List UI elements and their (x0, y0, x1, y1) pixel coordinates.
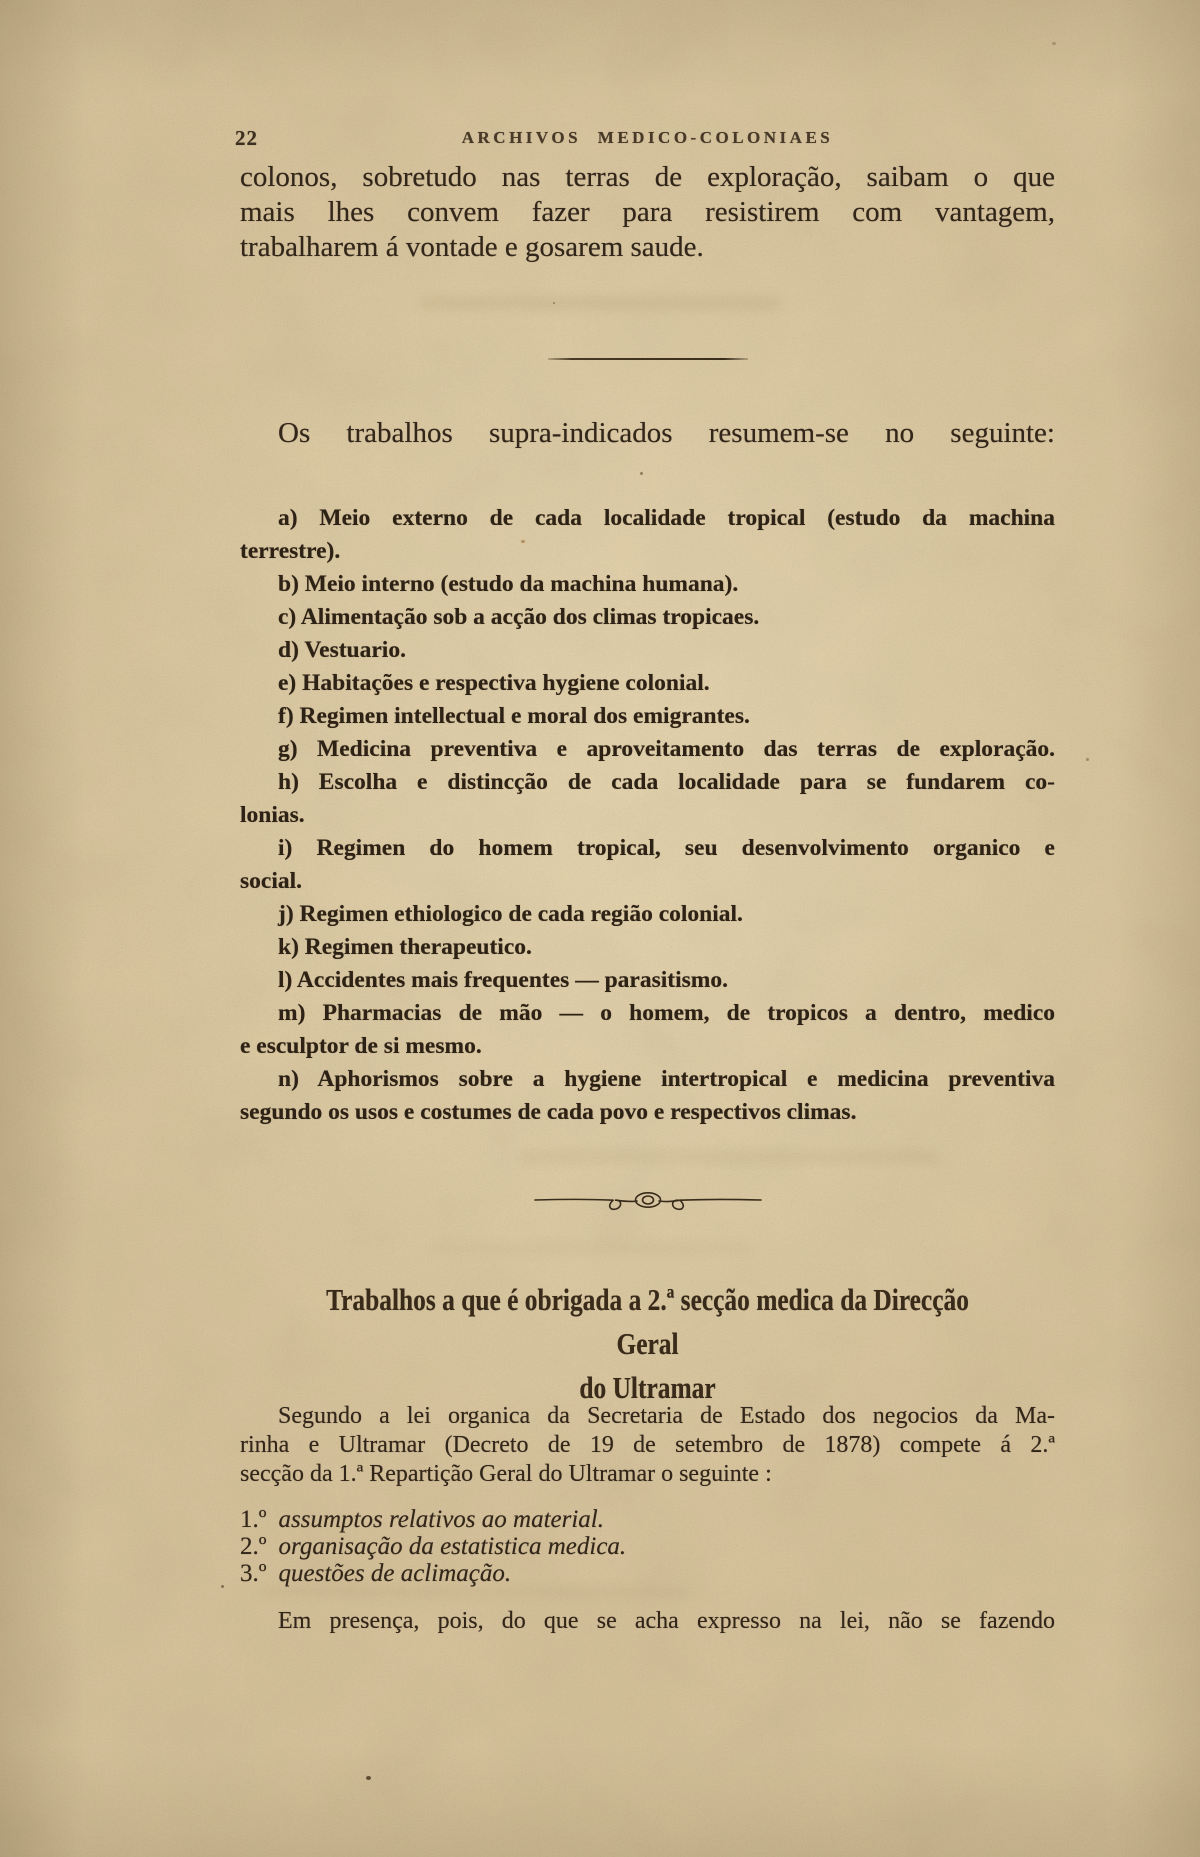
list-item-line: a) Meio externo de cada localidade tropical (estudo da machina (278, 505, 1055, 531)
flourish-ornament-icon (533, 1186, 763, 1216)
section-rule (240, 358, 1055, 360)
ghost-mark (420, 296, 780, 310)
heading-line: do Ultramar (579, 1370, 716, 1405)
list-item (240, 568, 1055, 601)
law-item-text: questões de aclimação. (278, 1560, 512, 1587)
paragraph-line: Os trabalhos supra-indicados resumem-se no seguinte: (278, 417, 1055, 449)
closing-paragraph (240, 1608, 1055, 1635)
list-item (240, 1063, 1055, 1129)
list-item (240, 832, 1055, 898)
running-title: ARCHIVOS MEDICO-COLONIAES (461, 128, 834, 147)
law-item (240, 1533, 1055, 1560)
running-header (235, 124, 1055, 154)
flourish-divider (240, 1186, 1055, 1221)
list-item (240, 634, 1055, 667)
law-item (240, 1506, 1055, 1533)
page-number: 22 (235, 126, 258, 150)
section-heading (240, 1278, 1055, 1410)
paragraph-line: mais lhes convem fazer para resistirem com vantagem, (240, 196, 1055, 228)
list-item-line: l) Accidentes mais frequentes — parasitismo. (278, 967, 728, 993)
ink-speck (1086, 758, 1089, 761)
list-item-line: b) Meio interno (estudo da machina humana). (278, 571, 739, 597)
list-item-line: j) Regimen ethiologico de cada região colonial. (278, 901, 743, 927)
law-list (240, 1506, 1055, 1587)
list-item-line: social. (240, 868, 303, 894)
list-item-line: g) Medicina preventiva e aproveitamento das terras de exploração. (278, 736, 1055, 762)
heading-line: Trabalhos a que é obrigada a 2.ª secção medica da Direcção Geral (326, 1282, 969, 1361)
list-item (240, 964, 1055, 997)
works-list (240, 502, 1055, 1129)
list-item (240, 601, 1055, 634)
list-item-line: i) Regimen do homem tropical, seu desenvolvimento organico e (278, 835, 1055, 861)
list-item-line: f) Regimen intellectual e moral dos emigrantes. (278, 703, 750, 729)
ink-speck (1052, 42, 1056, 45)
list-item-line: terrestre). (240, 538, 341, 564)
intro-paragraph (240, 160, 1055, 265)
paragraph-line: rinha e Ultramar (Decreto de 19 de setembro de 1878) compete á 2.ª (240, 1432, 1055, 1458)
summary-line (240, 417, 1055, 450)
law-item-text: assumptos relativos ao material. (278, 1506, 604, 1533)
list-item-line: segundo os usos e costumes de cada povo e respectivos climas. (240, 1099, 857, 1125)
section-paragraph (240, 1402, 1055, 1489)
law-item-number: 2.º (240, 1533, 267, 1560)
list-item-line: h) Escolha e distincção de cada localidade para se fundarem co- (278, 769, 1055, 795)
list-item-line: n) Aphorismos sobre a hygiene intertropical e medicina preventiva (278, 1066, 1055, 1092)
ink-speck (366, 1776, 371, 1780)
list-item-line: m) Pharmacias de mão — o homem, de tropicos a dentro, medico (278, 1000, 1055, 1026)
list-item (240, 667, 1055, 700)
list-item-line: e) Habitações e respectiva hygiene colonial. (278, 670, 710, 696)
paragraph-line: Em presença, pois, do que se acha expresso na lei, não se fazendo (278, 1608, 1055, 1634)
list-item (240, 766, 1055, 832)
ink-speck (221, 1585, 224, 1588)
list-item-line: e esculptor de si mesmo. (240, 1033, 482, 1059)
list-item (240, 898, 1055, 931)
paragraph-line: Segundo a lei organica da Secretaria de Estado dos negocios da Ma- (278, 1403, 1055, 1429)
law-item-number: 3.º (240, 1560, 267, 1587)
list-item (240, 997, 1055, 1063)
list-item (240, 700, 1055, 733)
ghost-mark (430, 1243, 750, 1254)
list-item-line: c) Alimentação sob a acção dos climas tropicaes. (278, 604, 760, 630)
paragraph-line: colonos, sobretudo nas terras de exploração, saibam o que (240, 161, 1055, 193)
list-item (240, 502, 1055, 568)
ink-speck (553, 302, 555, 304)
list-item-line: d) Vestuario. (278, 637, 406, 663)
paragraph-line: secção da 1.ª Repartição Geral do Ultramar o seguinte : (240, 1461, 772, 1487)
list-item (240, 931, 1055, 964)
list-item (240, 733, 1055, 766)
ghost-mark (520, 1150, 940, 1164)
list-item-line: lonias. (240, 802, 305, 828)
list-item-line: k) Regimen therapeutico. (278, 934, 532, 960)
law-item-number: 1.º (240, 1506, 267, 1533)
law-item (240, 1560, 1055, 1587)
paragraph-line: trabalharem á vontade e gosarem saude. (240, 231, 704, 263)
ink-speck (640, 472, 643, 475)
ghost-mark (260, 1586, 690, 1598)
law-item-text: organisação da estatistica medica. (278, 1533, 627, 1560)
